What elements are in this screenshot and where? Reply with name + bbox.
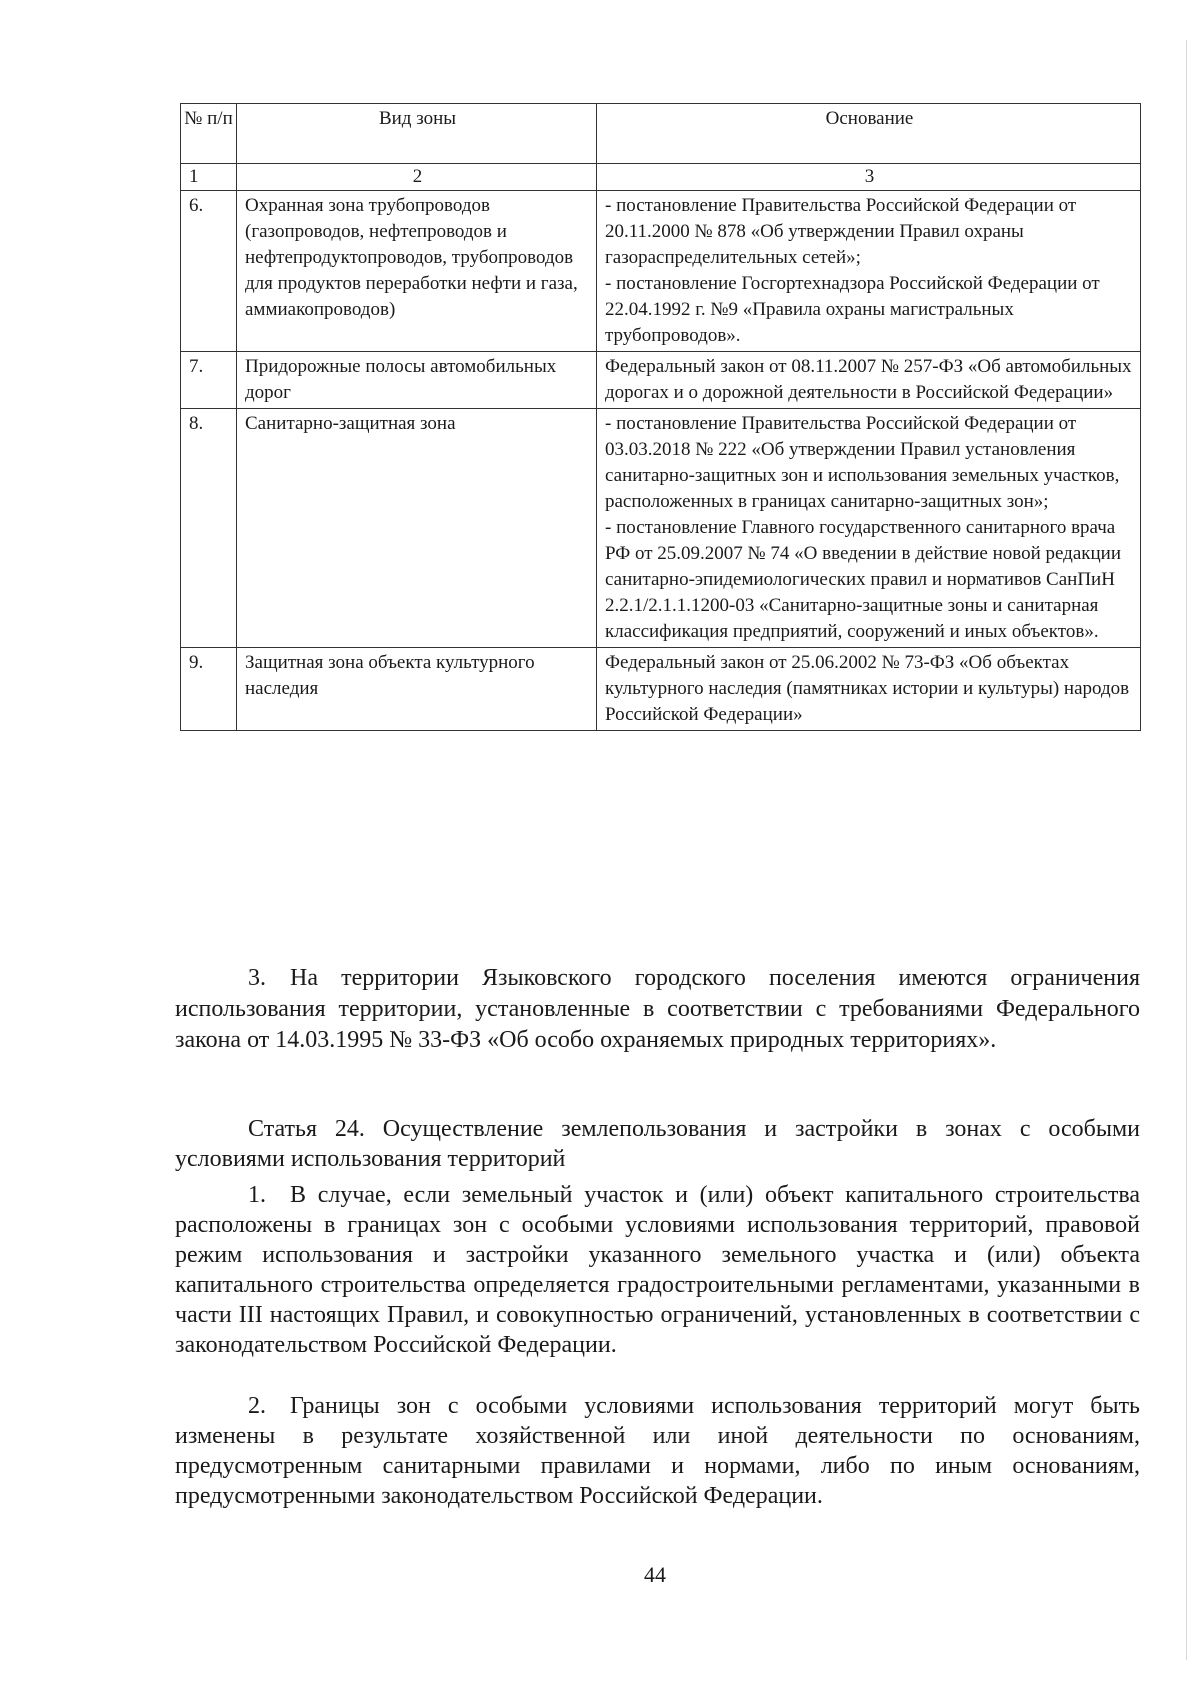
zone-type: Санитарно-защитная зона: [237, 409, 597, 648]
basis-item: - постановление Главного государственного санитарного врача РФ от 25.09.2007 № 74 «О введении в действие новой редакции санитарно-эпидемиологических правил и нормативов СанПиН 2.2.1/2.1.1.1200-03 «Санитарно-защитные зоны и санитарная классификация предприятий, сооружений и иных объектов».: [605, 517, 1122, 642]
paragraph-protected-areas: 3. На территории Языковского городского поселения имеются ограничения использования территории, установленные в соответствии с требованиями Федерального закона от 14.03.1995 № 33-ФЗ «Об особо охраняемых природных территориях».: [175, 965, 1140, 1053]
basis-item: Федеральный закон от 08.11.2007 № 257-ФЗ «Об автомобильных дорогах и о дорожной деятельности в Российской Федерации»: [605, 356, 1132, 403]
zone-type: Защитная зона объекта культурного наследия: [237, 648, 597, 731]
table-row: [181, 191, 1141, 352]
zone-type: Охранная зона трубопроводов (газопроводов, нефтепроводов и нефтепродуктопроводов, трубопроводов для продуктов переработки нефти и газа, аммиакопроводов): [237, 191, 597, 352]
header-number: № п/п: [181, 104, 237, 164]
table-header-row: [181, 104, 1141, 164]
zones-table: [180, 103, 1141, 731]
column-number: 1: [181, 164, 237, 191]
column-number: 3: [597, 164, 1141, 191]
zone-basis: [597, 191, 1141, 352]
basis-item: - постановление Правительства Российской Федерации от 03.03.2018 № 222 «Об утверждении Правил установления санитарно-защитных зон и использования земельных участков, расположенных в границах санитарно-защитных зон»;: [605, 413, 1120, 512]
zone-type: Придорожные полосы автомобильных дорог: [237, 352, 597, 409]
paragraph-item-2: 2. Границы зон с особыми условиями использования территорий могут быть изменены в результате хозяйственной или иной деятельности по основаниям, предусмотренным санитарными правилами и нормами, либо по иным основаниям, предусмотренными законодательством Российской Федерации.: [175, 1393, 1140, 1509]
page-number: 44: [644, 1562, 666, 1587]
zone-basis: [597, 409, 1141, 648]
row-number: 6.: [181, 191, 237, 352]
article-24-heading: Статья 24. Осуществление землепользования и застройки в зонах с особыми условиями использования территорий: [175, 1116, 1140, 1172]
basis-item: - постановление Госгортехнадзора Российской Федерации от 22.04.1992 г. №9 «Правила охраны магистральных трубопроводов».: [605, 273, 1100, 346]
scan-edge-line: [1186, 40, 1187, 1660]
basis-item: Федеральный закон от 25.06.2002 № 73-ФЗ «Об объектах культурного наследия (памятниках истории и культуры) народов Российской Федерации»: [605, 652, 1130, 725]
header-basis: Основание: [597, 104, 1141, 164]
basis-item: - постановление Правительства Российской Федерации от 20.11.2000 № 878 «Об утверждении Правил охраны газораспределительных сетей»;: [605, 195, 1077, 268]
paragraph-item-1: 1. В случае, если земельный участок и (или) объект капитального строительства расположены в границах зон с особыми условиями использования территорий, правовой режим использования и застройки указанного земельного участка и (или) объекта капитального строительства определяется градостроительными регламентами, указанными в части III настоящих Правил, и совокупностью ограничений, установленных в соответствии с законодательством Российской Федерации.: [175, 1182, 1140, 1358]
column-number: 2: [237, 164, 597, 191]
table-row: [181, 409, 1141, 648]
row-number: 7.: [181, 352, 237, 409]
row-number: 8.: [181, 409, 237, 648]
zone-basis: [597, 648, 1141, 731]
header-zone-type: Вид зоны: [237, 104, 597, 164]
row-number: 9.: [181, 648, 237, 731]
table-row: [181, 352, 1141, 409]
column-number-row: [181, 164, 1141, 191]
table-row: [181, 648, 1141, 731]
zone-basis: [597, 352, 1141, 409]
